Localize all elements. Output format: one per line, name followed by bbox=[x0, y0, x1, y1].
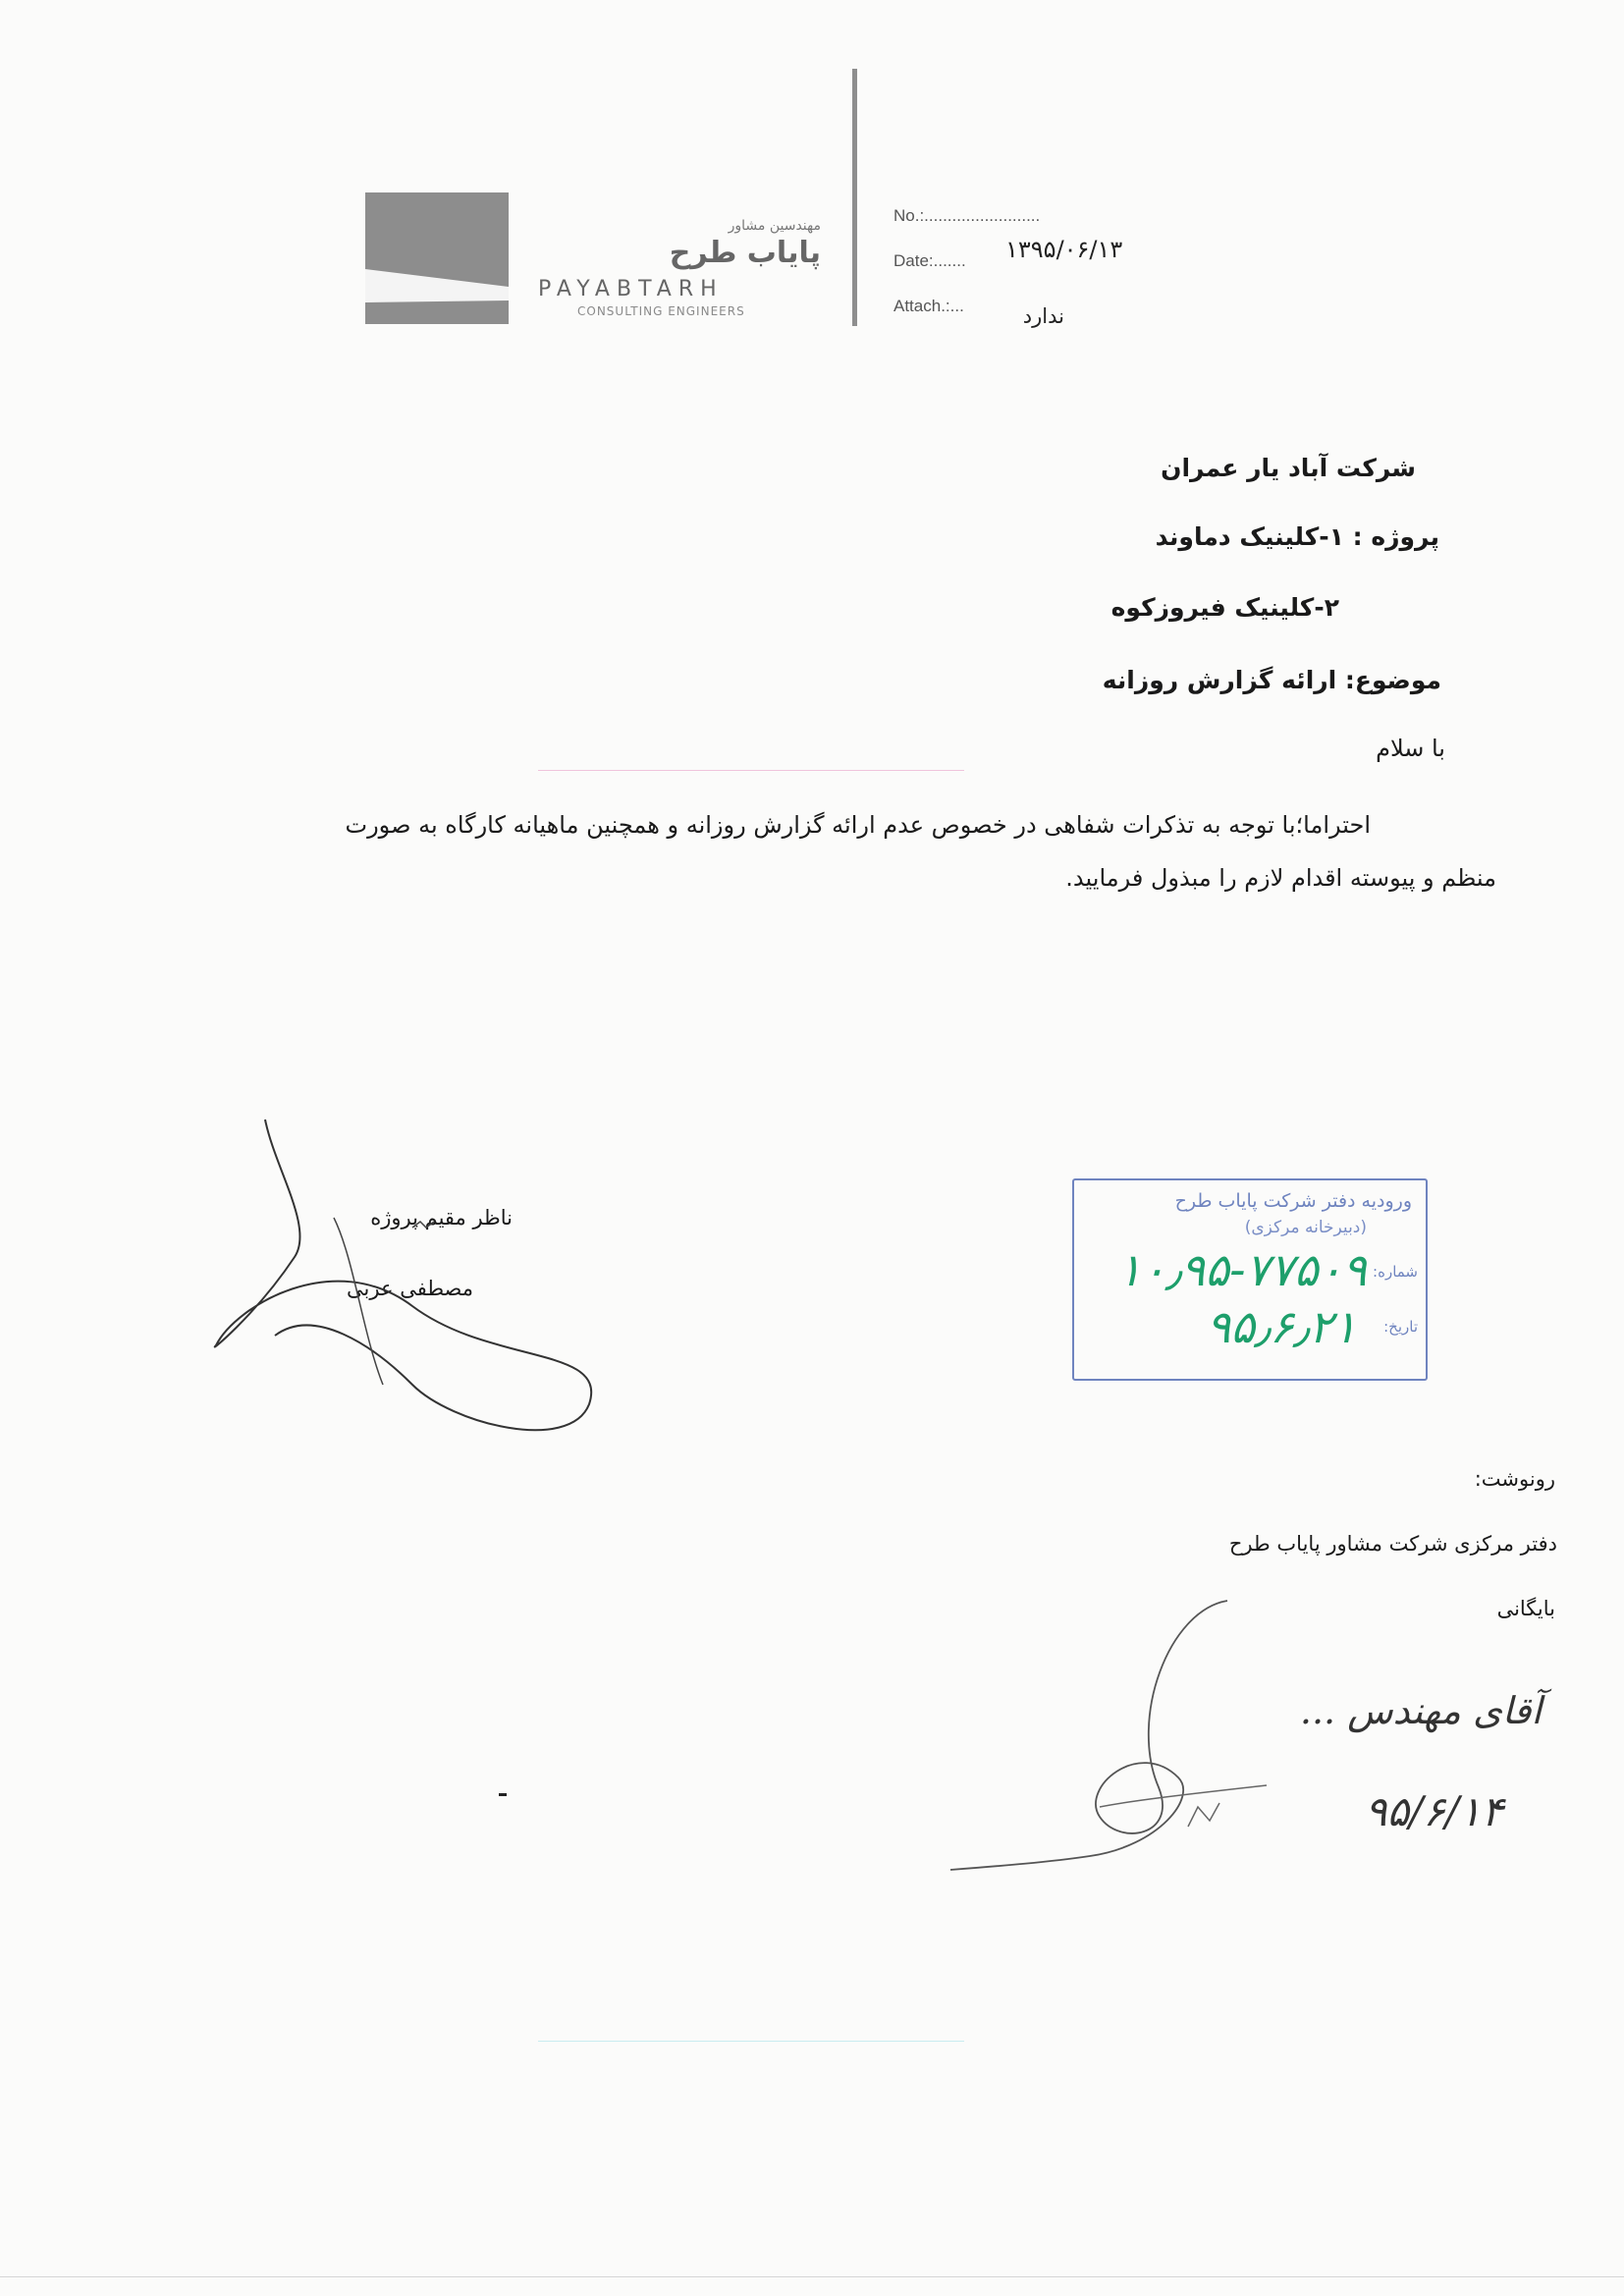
stamp-header: ورودیه دفتر شرکت پایاب طرح bbox=[1174, 1190, 1412, 1212]
date-label: Date:....... bbox=[893, 251, 966, 270]
logo-name-fa: پایاب طرح bbox=[669, 236, 821, 270]
receipt-stamp bbox=[1072, 1178, 1428, 1381]
copies-heading: رونوشت: bbox=[1474, 1467, 1555, 1491]
attachment-label: Attach.:... bbox=[893, 297, 964, 315]
subject-line: موضوع: ارائه گزارش روزانه bbox=[1102, 666, 1441, 694]
project-line-1: پروژه : ۱-کلینیک دماوند bbox=[1155, 522, 1439, 551]
signatory-name: مصطفی عربی bbox=[347, 1277, 473, 1300]
stamp-date-label: تاریخ: bbox=[1383, 1318, 1418, 1336]
faint-rule-bottom bbox=[538, 2041, 964, 2042]
stamp-number-label: شماره: bbox=[1373, 1263, 1418, 1281]
handwritten-signature bbox=[943, 1591, 1355, 1886]
stamp-number-value: ۱۰٫۹۵-۷۷۵۰۹ bbox=[1117, 1243, 1367, 1296]
greeting: با سلام bbox=[1376, 735, 1445, 762]
stamp-subheader: (دبیرخانه مرکزی) bbox=[1244, 1218, 1367, 1237]
stamp-date-value: ۹۵٫۶٫۲۱ bbox=[1206, 1300, 1357, 1353]
handwritten-date: ۹۵/۶/۱۴ bbox=[1365, 1787, 1504, 1835]
copies-line-2: بایگانی bbox=[1496, 1597, 1555, 1620]
body-line-1: احتراما؛با توجه به تذکرات شفاهی در خصوص عدم ارائه گزارش روزانه و همچنین ماهیانه کارگاه به صورت bbox=[345, 811, 1371, 839]
company-logo-mark bbox=[365, 192, 509, 324]
logo-tagline: CONSULTING ENGINEERS bbox=[577, 304, 745, 318]
ink-dot bbox=[499, 1793, 507, 1796]
faint-rule-top bbox=[538, 770, 964, 771]
project-line-2: ۲-کلینیک فیروزکوه bbox=[1110, 593, 1339, 622]
number-label: No.:......................... bbox=[893, 206, 1041, 225]
letterhead-divider bbox=[852, 69, 857, 326]
signatory-title: ناظر مقیم پروژه bbox=[370, 1206, 513, 1230]
handwritten-note: آقای مهندس ... bbox=[1299, 1689, 1542, 1732]
logo-subtitle-fa: مهندسین مشاور bbox=[728, 218, 821, 234]
body-line-2: منظم و پیوسته اقدام لازم را مبذول فرمایید. bbox=[1065, 864, 1496, 892]
recipient-line: شرکت آباد یار عمران bbox=[1161, 454, 1416, 482]
date-value: ۱۳۹۵/۰۶/۱۳ bbox=[1005, 236, 1123, 263]
logo-name-en: PAYABTARH bbox=[538, 277, 724, 301]
attachment-value: ندارد bbox=[1022, 304, 1064, 328]
page-edge-line bbox=[0, 2276, 1624, 2277]
copies-line-1: دفتر مرکزی شرکت مشاور پایاب طرح bbox=[1228, 1532, 1557, 1556]
